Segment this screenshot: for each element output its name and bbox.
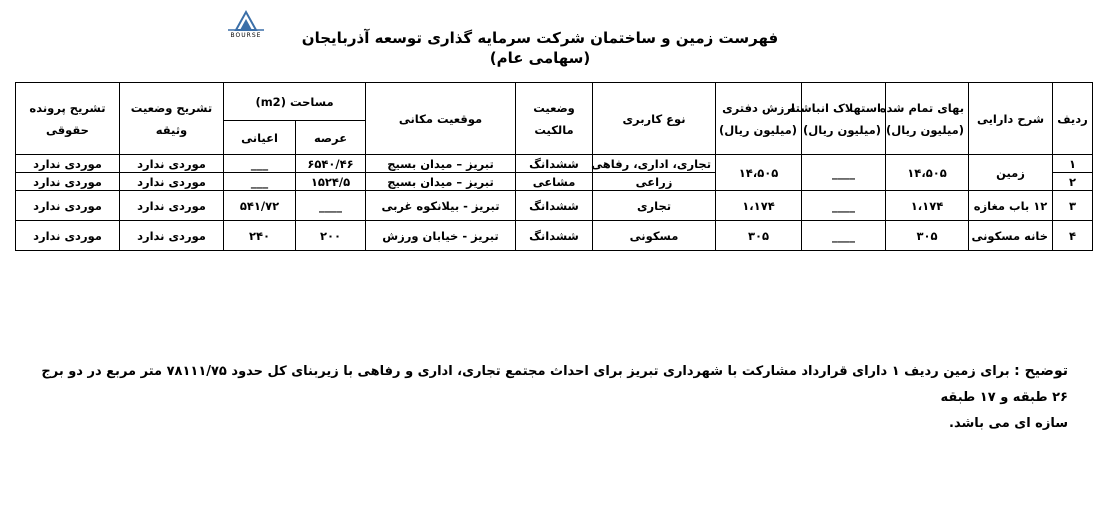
footnote — [28, 358, 1068, 437]
col-header-collateral: تشریح وضعیت وثیقه — [120, 83, 224, 155]
col-header-area-building: اعیانی — [224, 121, 296, 155]
col-header-area: مساحت (m2) — [224, 83, 366, 121]
col-header-row-no: ردیف — [1053, 83, 1093, 155]
cell-book-value: ۱۴،۵۰۵ — [716, 155, 802, 191]
cell-depreciation: ____ — [802, 191, 886, 221]
cell-usage: مسکونی — [593, 221, 716, 251]
cell-area-building: ___ — [224, 173, 296, 191]
cell-area-land: ۲۰۰ — [296, 221, 366, 251]
cell-ownership: ششدانگ — [516, 155, 593, 173]
assets-table — [15, 82, 1093, 251]
cell-location: تبریز - خیابان ورزش — [366, 221, 516, 251]
col-header-location: موقعیت مکانی — [366, 83, 516, 155]
bourse-logo — [222, 8, 270, 42]
col-header-ownership: وضعیت مالکیت — [516, 83, 593, 155]
cell-row-no: ۴ — [1053, 221, 1093, 251]
cell-row-no: ۲ — [1053, 173, 1093, 191]
cell-collateral: موردی ندارد — [120, 221, 224, 251]
header-row — [16, 83, 1093, 121]
cell-book-value: ۱،۱۷۴ — [716, 191, 802, 221]
cell-area-building: ۲۴۰ — [224, 221, 296, 251]
cell-usage: زراعی — [593, 173, 716, 191]
col-header-legal: تشریح پرونده حقوقی — [16, 83, 120, 155]
cell-area-building: ۵۴۱/۷۲ — [224, 191, 296, 221]
cell-asset: زمین — [969, 155, 1053, 191]
logo-text: BOURSE — [230, 32, 262, 39]
cell-location: تبریز – میدان بسیج — [366, 155, 516, 173]
logo-mark-icon — [222, 8, 270, 34]
cell-cost: ۳۰۵ — [886, 221, 969, 251]
cell-asset: ۱۲ باب مغازه — [969, 191, 1053, 221]
page-title: فهرست زمین و ساختمان شرکت سرمایه گذاری توسعه آذربایجان (سهامی عام) — [301, 29, 779, 67]
cell-depreciation: ____ — [802, 155, 886, 191]
cell-legal: موردی ندارد — [16, 191, 120, 221]
table-row — [16, 191, 1093, 221]
cell-ownership: مشاعی — [516, 173, 593, 191]
table-row — [16, 155, 1093, 173]
cell-ownership: ششدانگ — [516, 191, 593, 221]
cell-legal: موردی ندارد — [16, 173, 120, 191]
footnote-text-line2: سازه ای می باشد. — [949, 416, 1068, 431]
cell-legal: موردی ندارد — [16, 221, 120, 251]
cell-depreciation: ____ — [802, 221, 886, 251]
cell-collateral: موردی ندارد — [120, 191, 224, 221]
cell-book-value: ۳۰۵ — [716, 221, 802, 251]
col-header-cost-price: بهای تمام شده (میلیون ریال) — [886, 83, 969, 155]
cell-row-no: ۳ — [1053, 191, 1093, 221]
cell-collateral: موردی ندارد — [120, 173, 224, 191]
cell-location: تبریز – میدان بسیج — [366, 173, 516, 191]
col-header-asset-desc: شرح دارایی — [969, 83, 1053, 155]
table-row — [16, 221, 1093, 251]
col-header-book-value: ارزش دفتری (میلیون ریال) — [716, 83, 802, 155]
cell-legal: موردی ندارد — [16, 155, 120, 173]
cell-row-no: ۱ — [1053, 155, 1093, 173]
cell-ownership: ششدانگ — [516, 221, 593, 251]
cell-usage: تجاری — [593, 191, 716, 221]
col-header-usage-type: نوع کاربری — [593, 83, 716, 155]
cell-collateral: موردی ندارد — [120, 155, 224, 173]
col-header-area-land: عرصه — [296, 121, 366, 155]
cell-usage: تجاری، اداری، رفاهی — [593, 155, 716, 173]
cell-area-land: ۱۵۲۴/۵ — [296, 173, 366, 191]
cell-asset: خانه مسکونی — [969, 221, 1053, 251]
footnote-text-line1: برای زمین ردیف ۱ دارای قرارداد مشارکت با شهرداری تبریز برای احداث مجتمع تجاری، اداری و رفاهی با زیربنای کل حدود ۷۸۱۱۱/۷۵ متر مربع در دو برج ۲۶ طبقه و ۱۷ طبقه — [41, 364, 1068, 405]
cell-location: تبریز - بیلانکوه غربی — [366, 191, 516, 221]
cell-cost: ۱۴،۵۰۵ — [886, 155, 969, 191]
cell-area-building: ___ — [224, 155, 296, 173]
footnote-label: توضیح : — [1014, 363, 1068, 379]
col-header-depreciation: استهلاک انباشته (میلیون ریال) — [802, 83, 886, 155]
cell-cost: ۱،۱۷۴ — [886, 191, 969, 221]
cell-area-land: ۶۵۴۰/۴۶ — [296, 155, 366, 173]
cell-area-land: ____ — [296, 191, 366, 221]
